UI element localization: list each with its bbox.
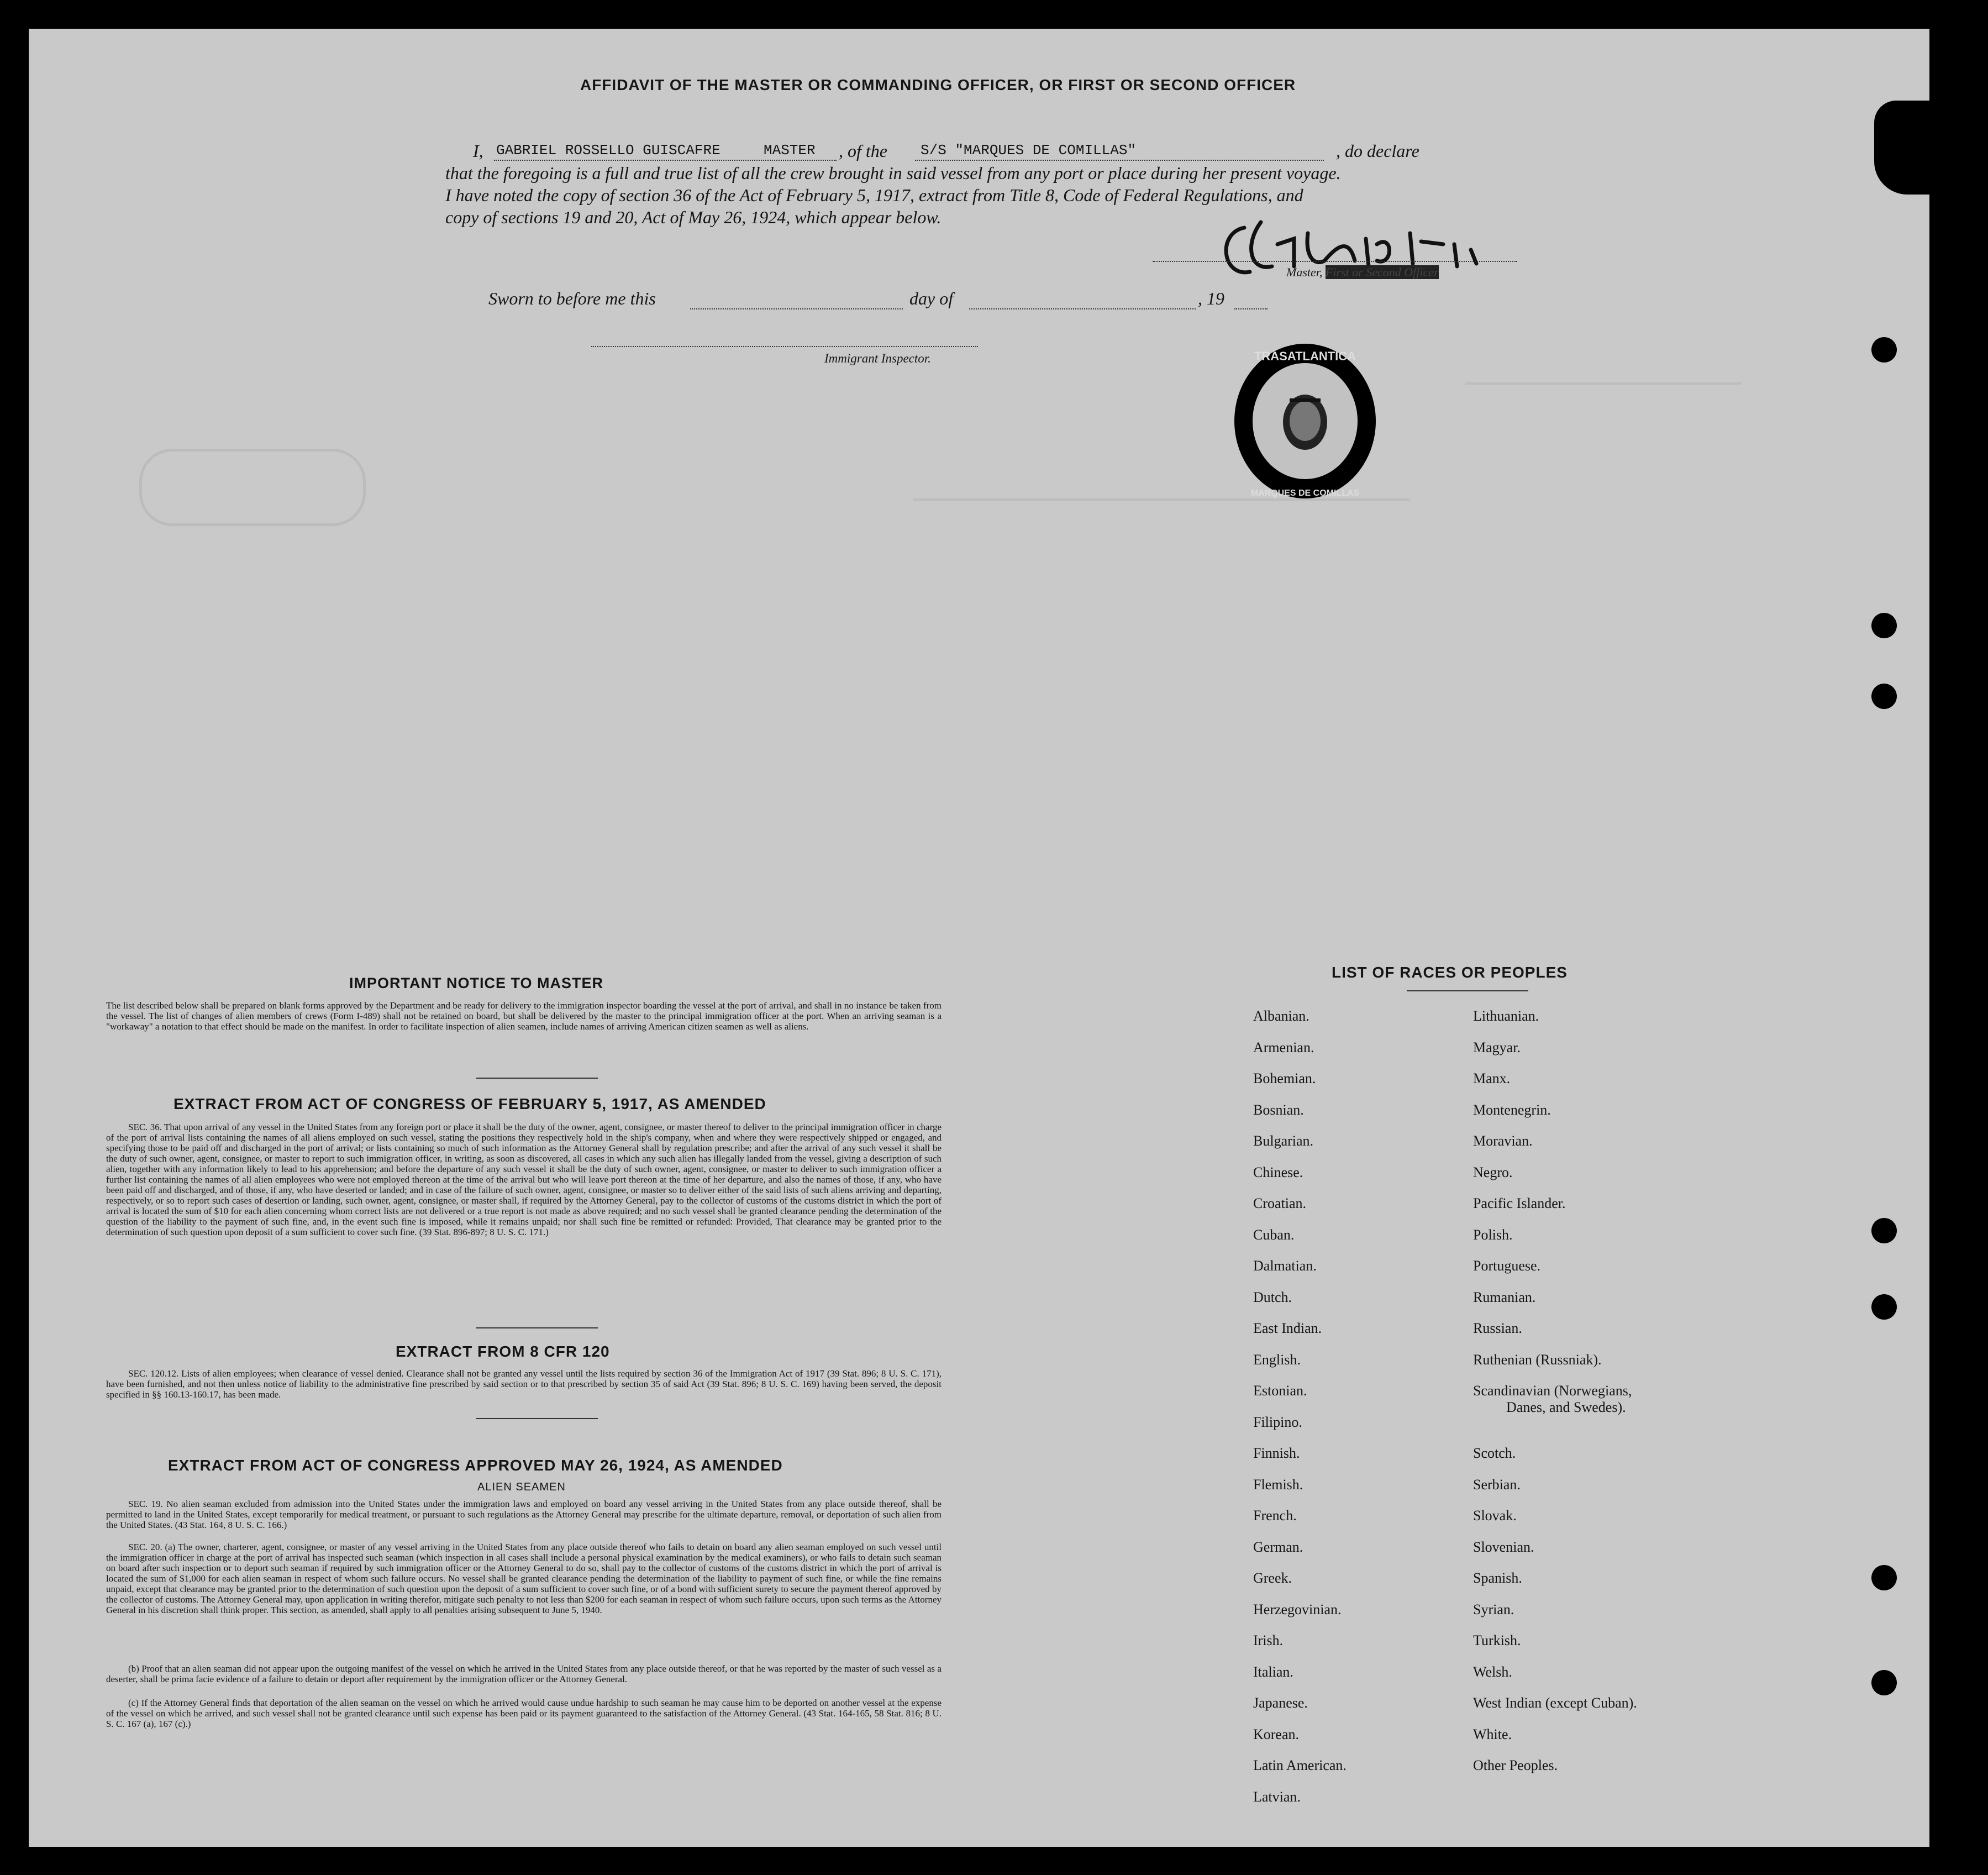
race-item: Irish. xyxy=(1253,1632,1284,1648)
race-item: Greek. xyxy=(1253,1570,1292,1586)
bleed-through-mark xyxy=(1465,382,1742,385)
notice-body: The list described below shall be prepared on blank forms approved by the Department and be ready for delivery to the immigration inspector boarding the vessel at the port of arrival, and shall in no instance be taken from the vessel. The list of changes of alien members of crews (Form I-489) shall not be retained on board, but shall be delivered by the master to the principal immigration officer at the port. When an arriving seaman is a "workaway" a notation to that effect should be made on the manifest. In order to facilitate inspection of alien seamen, include names of arriving American citizen seamen as well as aliens. xyxy=(106,1000,942,1032)
race-item: Dalmatian. xyxy=(1253,1258,1317,1274)
declarant-rank: MASTER xyxy=(764,142,816,159)
extract-1924-sec20b: (b) Proof that an alien seaman did not appear upon the outgoing manifest of the vessel on which he arrived in the United States from any place outside thereof, or that he was reported by the master of such vessel as a deserter, shall be prima facie evidence of a failure to detain or deport after requirement by the immigration officer or the Attorney General. xyxy=(106,1663,942,1684)
punch-hole xyxy=(1871,337,1897,363)
race-item: Pacific Islander. xyxy=(1473,1195,1566,1211)
race-item: Spanish. xyxy=(1473,1570,1522,1586)
extract-1917-body: SEC. 36. That upon arrival of any vessel in the United States from any foreign port or place it shall be the duty of the owner, agent, consignee, or master thereof to deliver to the principal immigration officer in charge of the port of arrival lists containing the names of all aliens employed on such vessel, stating the positions they respectively hold in the ship's company, when and where they were respectively shipped or engaged, and specifying those to be paid off and discharged in the port of arrival; or lists containing so much of such information as the Attorney General shall by regulation prescribe; and after the arrival of any such vessel it shall be the duty of such owner, agent, consignee, or master to report to such immigration officer, in writing, as soon as discovered, all cases in which any such alien has illegally landed from the vessel, giving a description of such alien, together with any information likely to lead to his apprehension; and before the departure of any such vessel it shall be the duty of such owner, agent, consignee, or master to deliver to such immigration officer a further list containing the names of all alien employees who were not employed thereon at the time of the arrival but who will leave port thereon at the time of her departure, and also the names of those, if any, who have been paid off and discharged, and of those, if any, who have deserted or landed; and in case of the failure of such owner, agent, consignee, or master so to deliver either of the said lists of such aliens arriving and departing, respectively, or so to report such cases of desertion or landing, such owner, agent, consignee, or master shall, if required by the Attorney General, pay to the collector of customs of the customs district in which the port of arrival is located the sum of $10 for each alien concerning whom correct lists are not delivered or a true report is not made as above required; and no such vessel shall be granted clearance pending the determination of the question of the liability to the payment of such fine, and, in the event such fine is imposed, while it remains unpaid; nor shall such fine be remitted or refunded: Provided, That clearance may be granted prior to the determination of such question upon deposit of a sum sufficient to cover such fine. (39 Stat. 896-897; 8 U. S. C. 171.) xyxy=(106,1122,942,1237)
notice-title: IMPORTANT NOTICE TO MASTER xyxy=(349,975,603,991)
punch-hole xyxy=(1871,1670,1897,1695)
races-left-column xyxy=(1253,1008,1347,1820)
extract-1917-title: EXTRACT FROM ACT OF CONGRESS OF FEBRUARY 5, 1917, AS AMENDED xyxy=(173,1095,766,1112)
race-item: Filipino. xyxy=(1253,1414,1302,1430)
do-declare-text: , do declare xyxy=(1336,141,1419,161)
struck-officer-caption: First or Second Officer xyxy=(1325,265,1439,279)
sworn-prefix: Sworn to before me this xyxy=(488,288,656,308)
extract-1924-sec19: SEC. 19. No alien seaman excluded from admission into the United States under the immigration laws and employed on board any vessel arriving in the United States from any place outside thereof, shall be permitted to land in the United States, except temporarily for medical treatment, or pursuant to such regulations as the Attorney General may prescribe for the ultimate departure, removal, or deportation of such alien from the United States. (43 Stat. 164, 8 U. S. C. 166.) xyxy=(106,1499,942,1530)
company-stamp xyxy=(1228,338,1382,504)
race-item: Armenian. xyxy=(1253,1039,1314,1055)
race-item: French. xyxy=(1253,1508,1297,1524)
race-item: Other Peoples. xyxy=(1473,1757,1558,1773)
race-item: Croatian. xyxy=(1253,1195,1307,1211)
race-item: Magyar. xyxy=(1473,1039,1521,1055)
section-divider xyxy=(476,1418,598,1419)
declaration-line-4: copy of sections 19 and 20, Act of May 26, 1924, which appear below. xyxy=(445,207,942,227)
race-item: Estonian. xyxy=(1253,1383,1307,1399)
race-item: English. xyxy=(1253,1351,1301,1368)
race-item: Latvian. xyxy=(1253,1788,1301,1805)
race-item: Bohemian. xyxy=(1253,1070,1316,1086)
extract-1924-subtitle: ALIEN SEAMEN xyxy=(477,1481,566,1493)
race-item: Welsh. xyxy=(1473,1663,1512,1680)
master-caption: Master, xyxy=(1286,265,1323,279)
race-item: Scandinavian (Norwegians, xyxy=(1473,1383,1632,1399)
affidavit-title: AFFIDAVIT OF THE MASTER OR COMMANDING OFFICER, OR FIRST OR SECOND OFFICER xyxy=(580,76,1296,93)
race-item: Japanese. xyxy=(1253,1695,1308,1711)
race-item: Moravian. xyxy=(1473,1133,1533,1149)
extract-cfr-title: EXTRACT FROM 8 CFR 120 xyxy=(396,1343,610,1360)
race-item: Chinese. xyxy=(1253,1164,1303,1180)
race-item: White. xyxy=(1473,1726,1512,1742)
race-item: Danes, and Swedes). xyxy=(1506,1399,1626,1415)
race-item: Scotch. xyxy=(1473,1445,1516,1461)
punch-hole xyxy=(1871,1294,1897,1320)
race-item: Latin American. xyxy=(1253,1757,1347,1773)
race-item: Polish. xyxy=(1473,1226,1513,1243)
inspector-caption: Immigrant Inspector. xyxy=(824,351,931,365)
race-item: Montenegrin. xyxy=(1473,1101,1551,1118)
race-item: Italian. xyxy=(1253,1663,1293,1680)
punch-hole xyxy=(1871,1565,1897,1590)
declarant-prefix: I, xyxy=(473,141,483,161)
svg-text:TRASATLANTICA: TRASATLANTICA xyxy=(1254,349,1356,363)
race-item: Portuguese. xyxy=(1473,1258,1541,1274)
race-item: Slovak. xyxy=(1473,1508,1517,1524)
race-item: Lithuanian. xyxy=(1473,1008,1539,1024)
declaration-line-2: that the foregoing is a full and true list of all the crew brought in said vessel from any port or place during her present voyage. xyxy=(445,163,1341,183)
race-item: Albanian. xyxy=(1253,1008,1309,1024)
vessel-name: S/S "MARQUES DE COMILLAS" xyxy=(921,142,1137,159)
race-item: West Indian (except Cuban). xyxy=(1473,1695,1637,1711)
inspector-line xyxy=(591,346,978,347)
declarant-name: GABRIEL ROSSELLO GUISCAFRE xyxy=(496,142,720,159)
declaration-line-1 xyxy=(473,141,1534,163)
punch-hole xyxy=(1871,684,1897,709)
race-item: Dutch. xyxy=(1253,1289,1292,1305)
signature-line xyxy=(1153,261,1517,262)
race-item: Bosnian. xyxy=(1253,1101,1304,1118)
torn-corner xyxy=(1874,101,1929,195)
race-item: Serbian. xyxy=(1473,1476,1521,1493)
race-item: Syrian. xyxy=(1473,1601,1514,1617)
sworn-line xyxy=(488,288,1295,311)
extract-1924-title: EXTRACT FROM ACT OF CONGRESS APPROVED MAY 26, 1924, AS AMENDED xyxy=(168,1457,783,1474)
race-item: Slovenian. xyxy=(1473,1538,1534,1555)
extract-1924-sec20c: (c) If the Attorney General finds that deportation of the alien seaman on the vessel on which he arrived would cause undue hardship to such seaman he may cause him to be deported on another vessel at the expense of the vessel on which he arrived, and such vessel shall not be granted clearance until such expense has been paid or its payment guaranteed to the satisfaction of the Attorney General. (43 Stat. 164-165, 58 Stat. 816; 8 U. S. C. 167 (a), 167 (c).) xyxy=(106,1698,942,1729)
document-page xyxy=(29,29,1929,1847)
extract-1924-sec20a: SEC. 20. (a) The owner, charterer, agent, consignee, or master of any vessel arriving in the United States from any place outside thereof who fails to detain on board any alien seaman employed on such vessel until the immigration officer in charge at the port of arrival has inspected such seaman (which inspection in all cases shall include a personal physical examination by the medical examiners), or who fails to detain such seaman on board after such inspection or to deport such seaman if required by such immigration officer or the Attorney General to do so, shall pay to the collector of customs of the customs district in which the port of arrival is located the sum of $1,000 for each alien seaman in respect of whom such failure occurs. No vessel shall be granted clearance pending the determination of the liability to payment of such fine, or while the fine remains unpaid, except that clearance may be granted prior to the determination of such question upon the deposit of a sum sufficient to cover such fine, or of a bond with sufficient surety to secure the payment thereof approved by the collector of customs. The Attorney General may, upon application in writing therefor, mitigate such penalty to not less than $200 for each seaman in respect of whom such failure occurs, upon such terms as the Attorney General in his discretion shall think proper. This section, as amended, shall apply to all penalties arising subsequent to June 5, 1940. xyxy=(106,1542,942,1615)
section-divider xyxy=(476,1327,598,1328)
punch-hole xyxy=(1871,613,1897,638)
race-item: Russian. xyxy=(1473,1320,1522,1336)
race-item: Rumanian. xyxy=(1473,1289,1536,1305)
race-item: Cuban. xyxy=(1253,1226,1295,1243)
race-item: Herzegovinian. xyxy=(1253,1601,1342,1617)
race-item: Turkish. xyxy=(1473,1632,1521,1648)
races-title: LIST OF RACES OR PEOPLES xyxy=(1332,964,1568,981)
sworn-day-label: day of xyxy=(909,288,954,308)
race-item: Korean. xyxy=(1253,1726,1300,1742)
race-item: German. xyxy=(1253,1538,1303,1555)
races-title-rule xyxy=(1407,990,1528,991)
race-item: Finnish. xyxy=(1253,1445,1300,1461)
of-the-text: , of the xyxy=(839,141,887,161)
bleed-through-mark xyxy=(913,498,1410,501)
race-item: Manx. xyxy=(1473,1070,1511,1086)
race-item: Flemish. xyxy=(1253,1476,1303,1493)
race-item: Bulgarian. xyxy=(1253,1133,1314,1149)
section-divider xyxy=(476,1078,598,1079)
svg-text:MARQUES DE COMILLAS: MARQUES DE COMILLAS xyxy=(1250,489,1360,498)
punch-hole xyxy=(1871,1218,1897,1243)
signer-caption xyxy=(1286,265,1439,280)
race-item: East Indian. xyxy=(1253,1320,1322,1336)
bleed-through-mark xyxy=(139,449,366,526)
race-item: Negro. xyxy=(1473,1164,1513,1180)
race-item: Ruthenian (Russniak). xyxy=(1473,1351,1602,1368)
sworn-year-label: , 19 xyxy=(1198,288,1224,308)
races-right-column xyxy=(1473,1008,1637,1789)
extract-cfr-body: SEC. 120.12. Lists of alien employees; when clearance of vessel denied. Clearance shall not be granted any vessel until the lists required by section 36 of the Immigration Act of 1917 (39 Stat. 896; 8 U. S. C. 171), have been furnished, and not then unless notice of liability to the administrative fine prescribed by said section or to that prescribed by section 35 of said Act (39 Stat. 896; 8 U. S. C. 169) having been served, the deposit specified in §§ 160.13-160.17, has been made. xyxy=(106,1368,942,1400)
declaration-line-3: I have noted the copy of section 36 of the Act of February 5, 1917, extract from Title 8, Code of Federal Regulations, and xyxy=(445,185,1303,205)
